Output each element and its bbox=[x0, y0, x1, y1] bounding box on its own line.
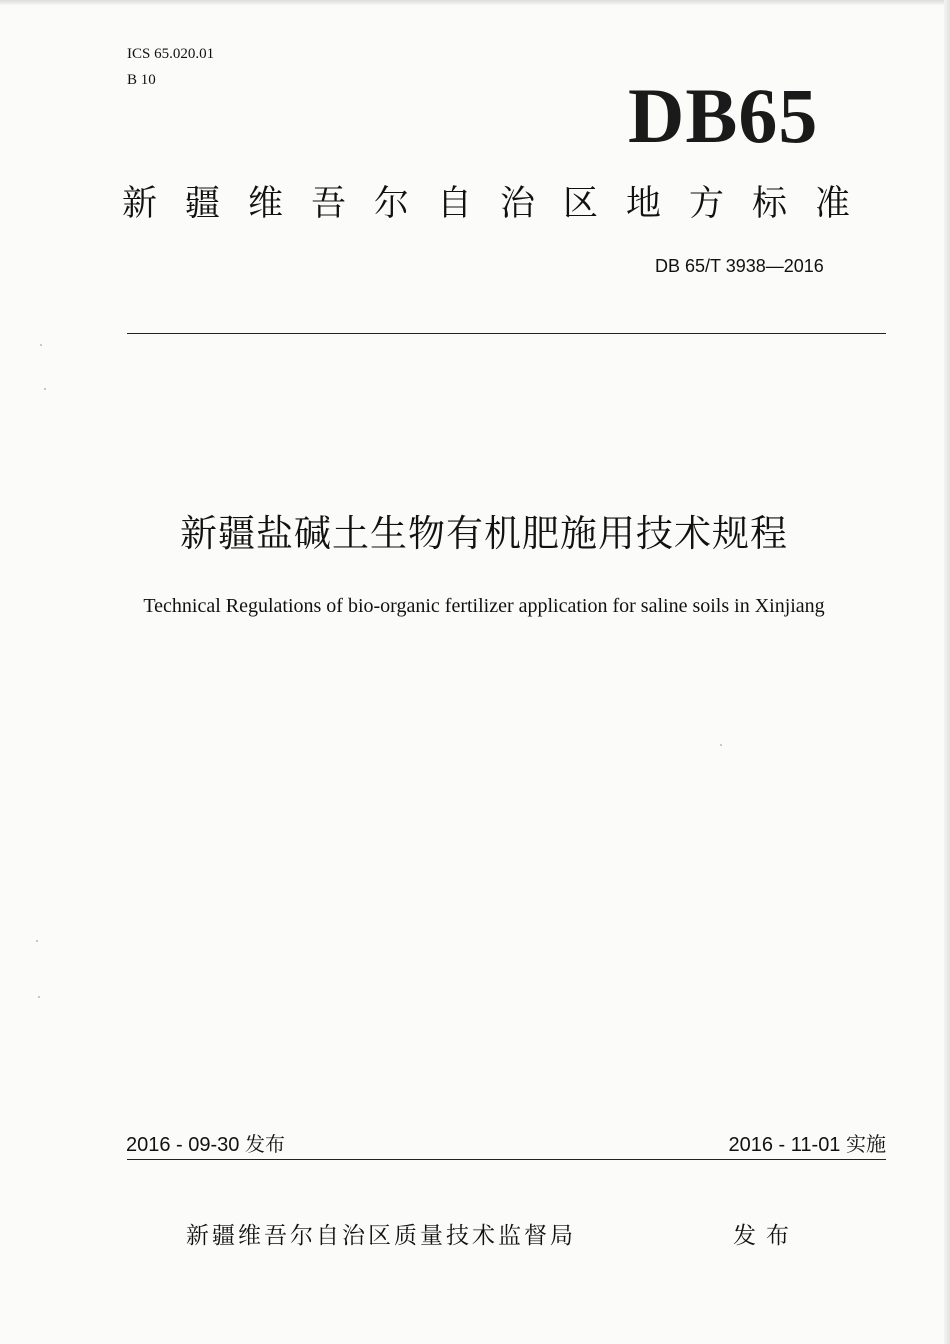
ics-code: ICS 65.020.01 bbox=[127, 46, 215, 62]
scan-edge-right bbox=[944, 0, 950, 1344]
scan-speck bbox=[38, 996, 40, 998]
standard-category-title: 新疆维吾尔自治区地方标准 bbox=[122, 184, 879, 223]
issue-date: 2016 - 09-30 发布 bbox=[126, 1134, 285, 1156]
scan-edge-top bbox=[0, 0, 950, 5]
ccs-code: B 10 bbox=[127, 72, 156, 88]
top-divider bbox=[127, 333, 886, 334]
scan-speck bbox=[44, 388, 46, 390]
bottom-divider bbox=[127, 1159, 886, 1160]
db-logo: DB65 bbox=[628, 72, 819, 159]
publish-label: 发布 bbox=[733, 1222, 799, 1248]
document-title-en: Technical Regulations of bio-organic fertilizer application for saline soils in Xinjiang bbox=[143, 595, 825, 617]
document-title-zh: 新疆盐碱土生物有机肥施用技术规程 bbox=[180, 513, 788, 554]
scan-speck bbox=[40, 344, 42, 346]
implementation-date: 2016 - 11-01 实施 bbox=[728, 1134, 886, 1156]
scan-speck bbox=[36, 940, 38, 942]
standard-number: DB 65/T 3938—2016 bbox=[655, 256, 824, 276]
scan-speck bbox=[720, 744, 722, 746]
issuing-authority: 新疆维吾尔自治区质量技术监督局 bbox=[186, 1222, 576, 1248]
